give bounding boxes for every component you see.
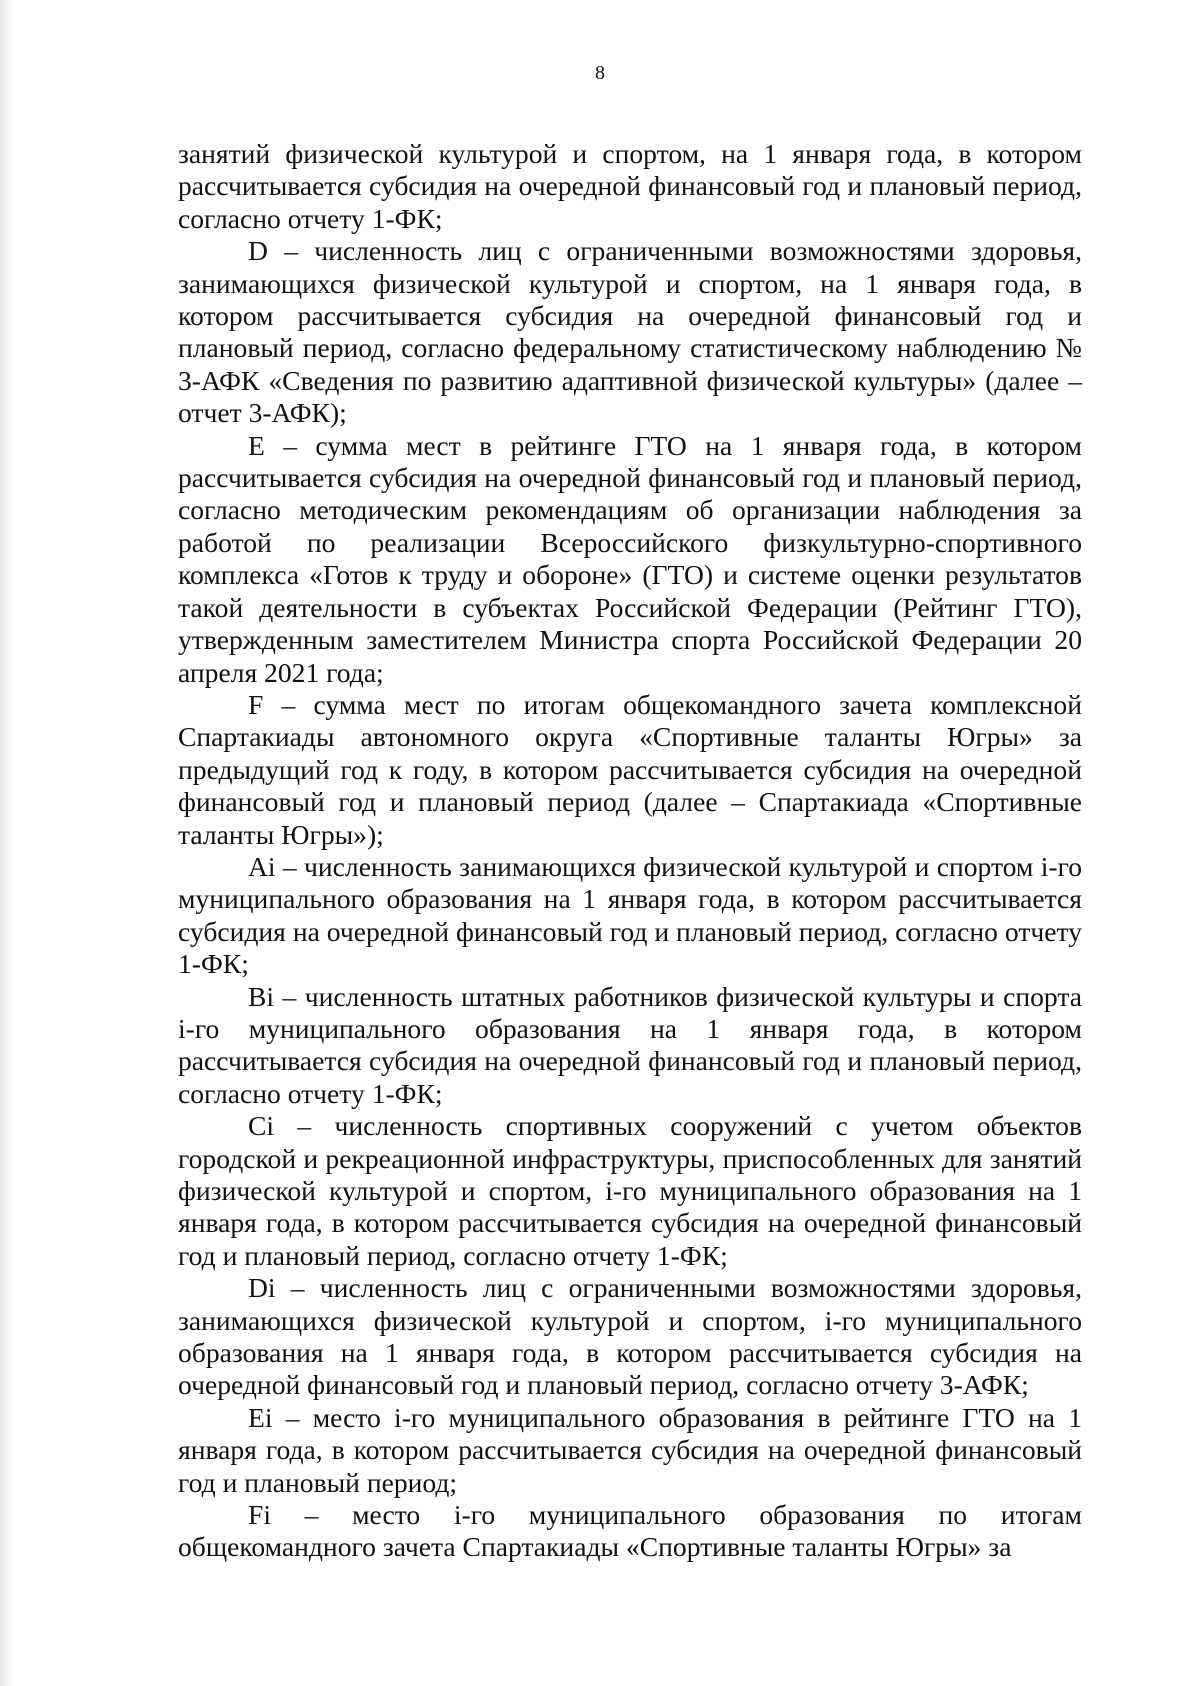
paragraph-definition-ci: Ci – численность спортивных сооружений с учетом объектов городской и рекреационной инфраструктуры, приспособленных для занятий физической культурой и спортом, i-го муниципального образования на 1 января года, в котором рассчитывается субсидия на очередной финансовый год и плановый период, согласно отчету 1-ФК; — [178, 1110, 1082, 1271]
paragraph-definition-d: D – численность лиц с ограниченными возможностями здоровья, занимающихся физической культурой и спортом, на 1 января года, в котором рассчитывается субсидия на очередной финансовый год и плановый период, согласно федеральному статистическому наблюдению № 3-АФК «Сведения по развитию адаптивной физической культуры» (далее – отчет 3-АФК); — [178, 235, 1082, 429]
paragraph-continuation: занятий физической культурой и спортом, на 1 января года, в котором рассчитывается субсидия на очередной финансовый год и плановый период, согласно отчету 1-ФК; — [178, 138, 1082, 234]
paragraph-definition-f: F – сумма мест по итогам общекомандного зачета комплексной Спартакиады автономного округа «Спортивные таланты Югры» за предыдущий год к году, в котором рассчитывается субсидия на очередной финансовый год и плановый период (далее – Спартакиада «Спортивные таланты Югры»); — [178, 688, 1082, 850]
paragraph-definition-di: Di – численность лиц с ограниченными возможностями здоровья, занимающихся физической культурой и спортом, i-го муниципального образования на 1 января года, в котором рассчитывается субсидия на очередной финансовый год и плановый период, согласно отчету 3-АФК; — [178, 1272, 1082, 1401]
paragraph-definition-bi: Bi – численность штатных работников физической культуры и спорта i-го муниципального образования на 1 января года, в котором рассчитывается субсидия на очередной финансовый год и плановый период, согласно отчету 1-ФК; — [178, 980, 1082, 1109]
scan-edge-shadow — [0, 0, 14, 1686]
paragraph-definition-e: E – сумма мест в рейтинге ГТО на 1 января года, в котором рассчитывается субсидия на очередной финансовый год и плановый период, согласно методическим рекомендациям об организации наблюдения за работой по реализации Всероссийского физкультурно-спортивного комплекса «Готов к труду и обороне» (ГТО) и системе оценки результатов такой деятельности в субъектах Российской Федерации (Рейтинг ГТО), утвержденным заместителем Министра спорта Российской Федерации 20 апреля 2021 года; — [178, 429, 1082, 688]
page-number: 8 — [595, 62, 605, 84]
paragraph-definition-ei: Ei – место i-го муниципального образования в рейтинге ГТО на 1 января года, в котором рассчитывается субсидия на очередной финансовый год и плановый период; — [178, 1401, 1082, 1498]
paragraph-definition-ai: Ai – численность занимающихся физической культурой и спортом i-го муниципального образования на 1 января года, в котором рассчитывается субсидия на очередной финансовый год и плановый период, согласно отчету 1-ФК; — [178, 850, 1082, 980]
paragraph-definition-fi: Fi – место i-го муниципального образования по итогам общекомандного зачета Спартакиады «Спортивные таланты Югры» за — [178, 1499, 1082, 1563]
document-body — [178, 138, 1082, 1564]
